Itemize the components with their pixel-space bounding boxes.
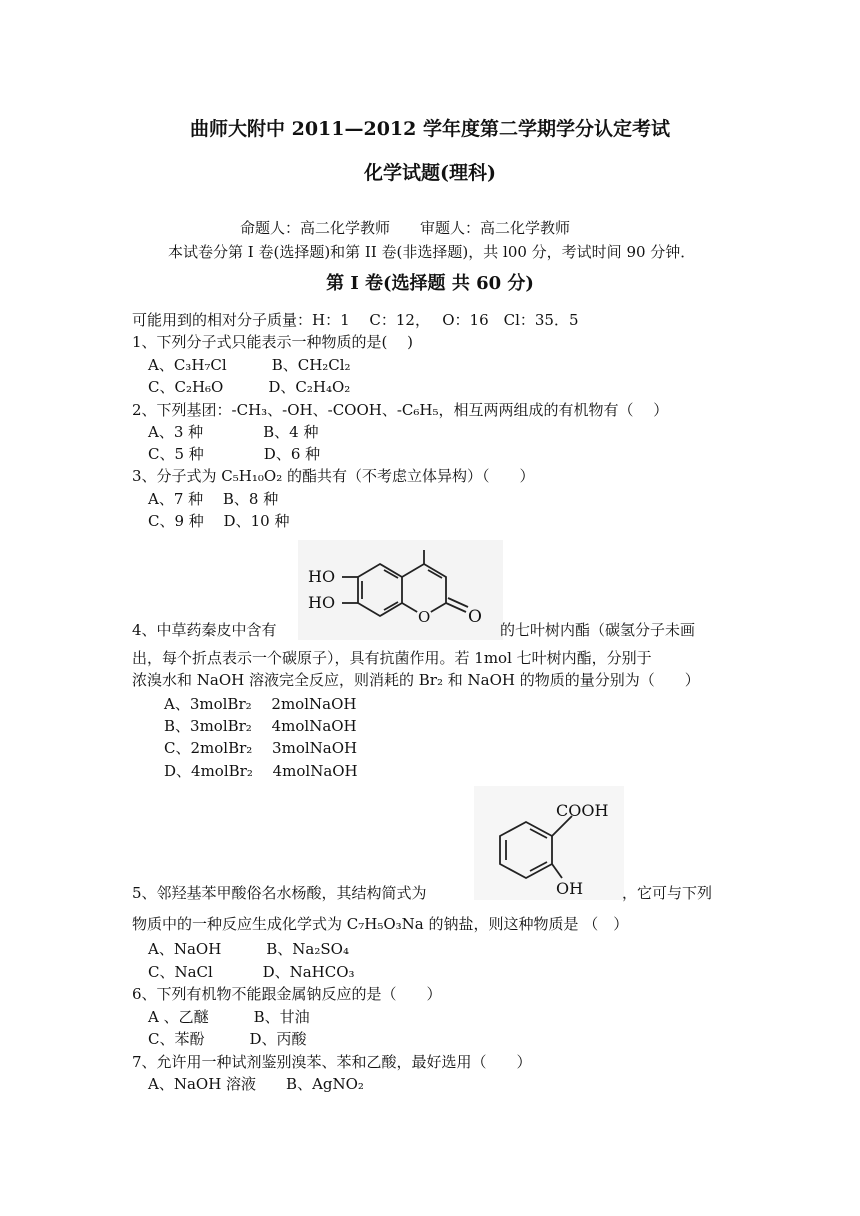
q3-stem: 3、分子式为 C₅H₁₀O₂ 的酯共有（不考虑立体异构）（ ） xyxy=(132,467,535,485)
atomic-masses: 可能用到的相对分子质量：H：1 C：12， O：16 Cl：35．5 xyxy=(132,311,579,329)
q5-line2: 物质中的一种反应生成化学式为 C₇H₅O₃Na 的钠盐，则这种物质是 （ ） xyxy=(132,915,629,933)
fig-label-oh: OH xyxy=(556,879,584,898)
q1-stem: 1、下列分子式只能表示一种物质的是( ) xyxy=(132,333,414,351)
esculetin-structure xyxy=(298,540,503,640)
exam-title: 曲师大附中 2011—2012 学年度第二学期学分认定考试 xyxy=(190,118,670,140)
fig-label-cooh: COOH xyxy=(556,801,609,820)
q4-stem-start: 4、中草药秦皮中含有 xyxy=(132,621,277,639)
q2-stem: 2、下列基团：-CH₃、-OH、-COOH、-C₆H₅，相互两两组成的有机物有（ ） xyxy=(132,401,669,419)
q4-option-c: C、2molBr₂ 3molNaOH xyxy=(164,739,358,757)
q4-line3: 浓溴水和 NaOH 溶液完全反应，则消耗的 Br₂ 和 NaOH 的物质的量分别为（ ） xyxy=(132,671,700,689)
q5-options-row2: C、NaCl D、NaHCO₃ xyxy=(148,963,355,981)
q4-option-a: A、3molBr₂ 2molNaOH xyxy=(164,695,357,713)
q4-option-d: D、4molBr₂ 4molNaOH xyxy=(164,762,358,780)
q2-options-row2: C、5 种 D、6 种 xyxy=(148,445,321,463)
fig-label-ho-bottom: HO xyxy=(308,593,336,612)
q3-options-row1: A、7 种 B、8 种 xyxy=(148,490,279,508)
q7-stem: 7、允许用一种试剂鉴别溴苯、苯和乙酸，最好选用（ ） xyxy=(132,1053,532,1071)
q5-stem-start: 5、邻羟基苯甲酸俗名水杨酸，其结构简式为 xyxy=(132,884,427,902)
q1-options-row2: C、C₂H₆O D、C₂H₄O₂ xyxy=(148,378,351,396)
q6-options-row1: A 、乙醚 B、甘油 xyxy=(148,1008,310,1026)
salicylic-acid-structure xyxy=(474,786,624,900)
fig-label-ring-o: O xyxy=(418,608,431,626)
q4-line2: 出，每个折点表示一个碳原子），具有抗菌作用。若 1mol 七叶树内酯，分别于 xyxy=(132,649,652,667)
q4-option-b: B、3molBr₂ 4molNaOH xyxy=(164,717,357,735)
q4-stem-end: 的七叶树内酯（碳氢分子未画 xyxy=(500,621,696,639)
q2-options-row1: A、3 种 B、4 种 xyxy=(148,423,319,441)
section-heading: 第 I 卷(选择题 共 60 分) xyxy=(326,273,534,294)
exam-subtitle: 化学试题(理科) xyxy=(364,162,496,184)
fig-label-carbonyl-o: O xyxy=(468,607,482,627)
authors-line: 命题人：高二化学教师 审题人：高二化学教师 xyxy=(240,219,571,237)
q7-options-row1: A、NaOH 溶液 B、AgNO₂ xyxy=(148,1075,364,1093)
q3-options-row2: C、9 种 D、10 种 xyxy=(148,512,290,530)
q5-options-row1: A、NaOH B、Na₂SO₄ xyxy=(148,940,349,958)
q5-stem-end: ，它可与下列 xyxy=(622,884,713,902)
fig-label-ho-top: HO xyxy=(308,567,336,586)
intro-line: 本试卷分第 I 卷(选择题)和第 II 卷(非选择题)，共 l00 分，考试时间 90 分钟． xyxy=(168,243,696,261)
q6-stem: 6、下列有机物不能跟金属钠反应的是（ ） xyxy=(132,985,442,1003)
q6-options-row2: C、苯酚 D、丙酸 xyxy=(148,1030,307,1048)
q1-options-row1: A、C₃H₇Cl B、CH₂Cl₂ xyxy=(148,356,351,374)
